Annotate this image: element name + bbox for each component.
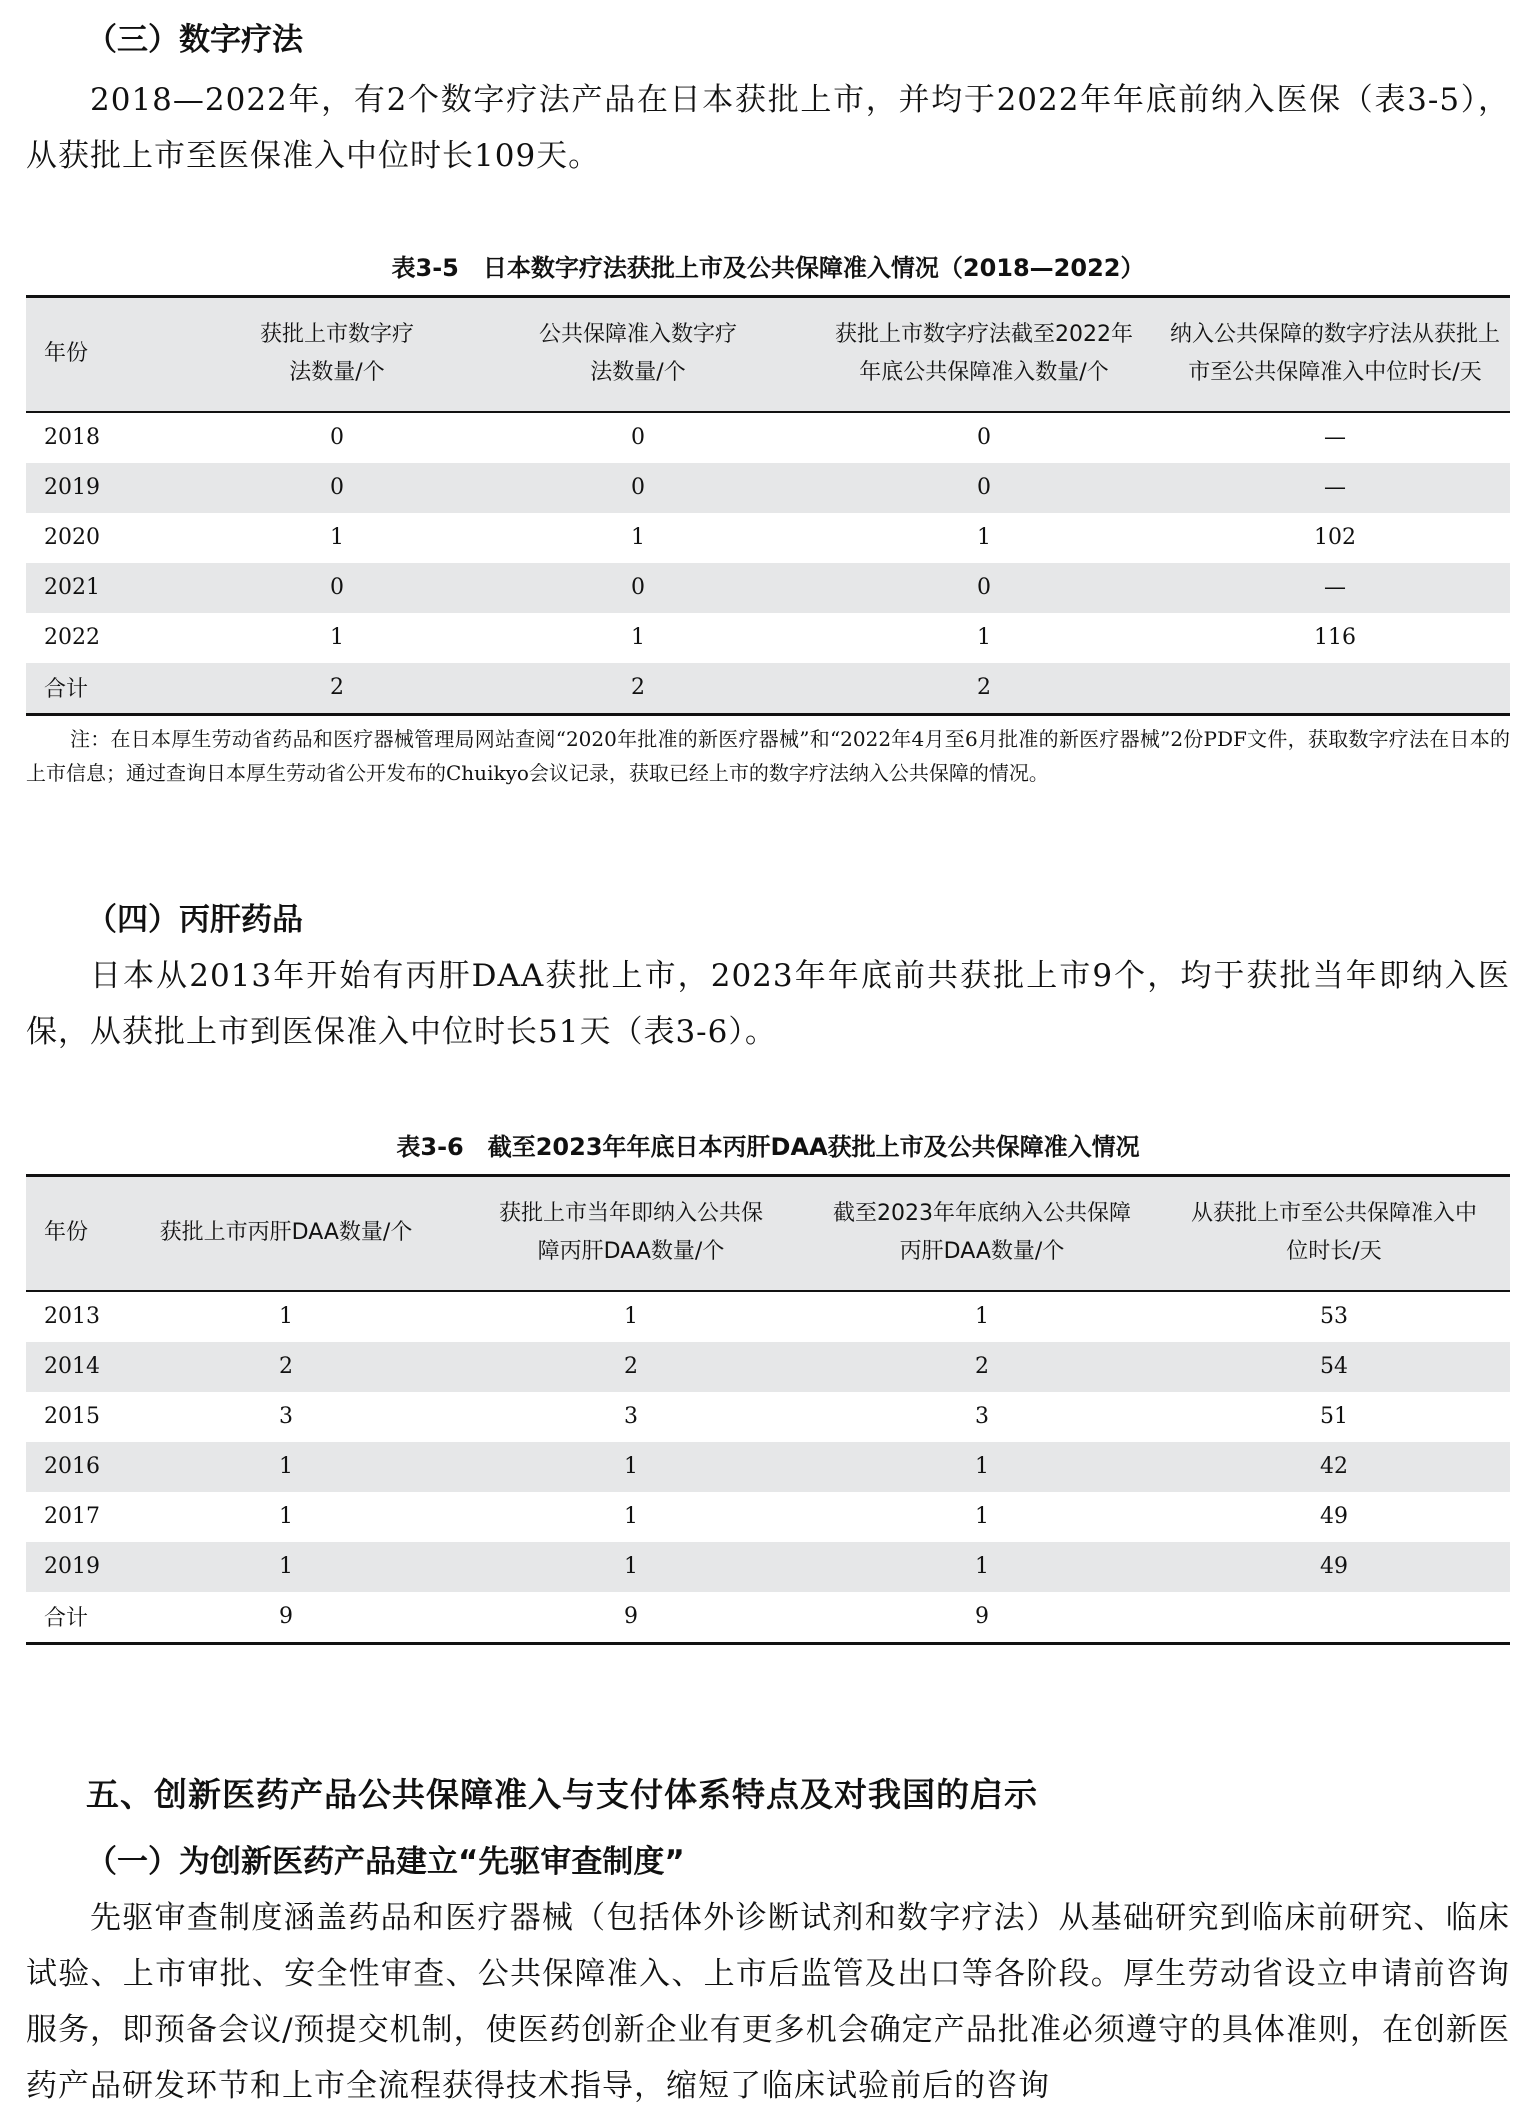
cell: 3 (975, 1404, 989, 1429)
cell-year: 2022 (44, 625, 100, 650)
header-year: 年份 (26, 297, 206, 412)
cell: 1 (806, 1542, 1158, 1592)
cell: — (1160, 463, 1510, 513)
cell: — (1160, 563, 1510, 613)
cell-year: 2021 (26, 563, 206, 613)
header-approved-daa: 获批上市丙肝DAA数量/个 (116, 1176, 456, 1291)
cell: 1 (975, 1504, 989, 1529)
table-row (26, 1442, 1510, 1492)
cell: 1 (279, 1504, 293, 1529)
cell: 42 (1158, 1442, 1510, 1492)
cell: 2 (206, 663, 468, 715)
cell: 1 (116, 1542, 456, 1592)
cell-year: 2018 (44, 425, 100, 450)
cell: 1 (456, 1442, 806, 1492)
cell: 116 (1314, 625, 1356, 650)
cell: 0 (468, 463, 808, 513)
table-row-total (26, 663, 1510, 715)
table-row (26, 1291, 1510, 1342)
table-row (26, 1342, 1510, 1392)
table-row (26, 463, 1510, 513)
cell: 1 (977, 525, 991, 550)
table-row (26, 563, 1510, 613)
cell: 1 (624, 1504, 638, 1529)
cell: 2 (806, 1342, 1158, 1392)
cell: 0 (206, 463, 468, 513)
cell: 1 (116, 1442, 456, 1492)
table-3-5-caption: 表3-5 日本数字疗法获批上市及公共保障准入情况（2018—2022） (391, 254, 1145, 282)
cell: 3 (624, 1404, 638, 1429)
paragraph-hepatitis-c: 日本从2013年开始有丙肝DAA获批上市，2023年年底前共获批上市9个，均于获批当年即纳入医保，从获批上市到医保准入中位时长51天（表3-6）。 (26, 958, 1510, 1050)
table-3-6 (26, 1174, 1510, 1645)
table-row (26, 1492, 1510, 1542)
table-row-total (26, 1592, 1510, 1644)
cell: 9 (975, 1604, 989, 1629)
cell: 1 (631, 525, 645, 550)
section-heading-five: 五、创新医药产品公共保障准入与支付体系特点及对我国的启示 (86, 1775, 1038, 1814)
cell: 2 (468, 663, 808, 715)
cell-year: 2019 (26, 463, 206, 513)
table-row (26, 513, 1510, 563)
cell: 3 (279, 1404, 293, 1429)
cell-year: 2014 (26, 1342, 116, 1392)
cell: 0 (631, 425, 645, 450)
cell: 1 (975, 1304, 989, 1329)
cell-year: 2015 (44, 1404, 100, 1429)
cell-year: 2013 (44, 1304, 100, 1329)
cell: — (1324, 425, 1346, 450)
header-covered-by-2022: 获批上市数字疗法截至2022年年底公共保障准入数量/个 (808, 297, 1160, 412)
cell: 1 (279, 1304, 293, 1329)
table-row (26, 412, 1510, 463)
table-3-6-caption: 表3-6 截至2023年年底日本丙肝DAA获批上市及公共保障准入情况 (396, 1133, 1140, 1161)
table-row (26, 1392, 1510, 1442)
cell: 102 (1314, 525, 1356, 550)
header-median-days: 纳入公共保障的数字疗法从获批上市至公共保障准入中位时长/天 (1160, 297, 1510, 412)
header-approved-count: 获批上市数字疗法数量/个 (206, 297, 468, 412)
cell-year: 2016 (26, 1442, 116, 1492)
cell-year: 2017 (44, 1504, 100, 1529)
cell: 2 (116, 1342, 456, 1392)
cell: 1 (330, 525, 344, 550)
header-median-days: 从获批上市至公共保障准入中位时长/天 (1158, 1176, 1510, 1291)
cell (1160, 663, 1510, 715)
cell: 1 (624, 1304, 638, 1329)
cell: 0 (808, 463, 1160, 513)
cell: 1 (631, 625, 645, 650)
cell: 9 (279, 1604, 293, 1629)
cell: 1 (456, 1542, 806, 1592)
cell: 0 (808, 563, 1160, 613)
paragraph-pioneer-review: 先驱审查制度涵盖药品和医疗器械（包括体外诊断试剂和数字疗法）从基础研究到临床前研究、临床试验、上市审批、安全性审查、公共保障准入、上市后监管及出口等各阶段。厚生劳动省设立申请前咨询服务，即预备会议/预提交机制，使医药创新企业有更多机会确定产品批准必须遵守的具体准则，在创新医药产品研发环节和上市全流程获得技术指导，缩短了临床试验前后的咨询 (26, 1900, 1510, 2104)
table-row (26, 613, 1510, 663)
header-covered-count: 公共保障准入数字疗法数量/个 (468, 297, 808, 412)
cell: 54 (1158, 1342, 1510, 1392)
cell: 2 (808, 663, 1160, 715)
cell: 9 (624, 1604, 638, 1629)
header-covered-by-2023: 截至2023年年底纳入公共保障丙肝DAA数量/个 (806, 1176, 1158, 1291)
table-3-5 (26, 295, 1510, 716)
cell-year: 2020 (44, 525, 100, 550)
cell: 0 (330, 425, 344, 450)
cell: 1 (330, 625, 344, 650)
paragraph-digital-therapy: 2018—2022年，有2个数字疗法产品在日本获批上市，并均于2022年年底前纳入医保（表3-5），从获批上市至医保准入中位时长109天。 (26, 82, 1510, 174)
cell: 1 (806, 1442, 1158, 1492)
cell-year: 2019 (26, 1542, 116, 1592)
sub-heading-pioneer-review: （一）为创新医药产品建立“先驱审查制度” (86, 1844, 685, 1880)
cell: 51 (1320, 1404, 1348, 1429)
table-3-5-note: 注：在日本厚生劳动省药品和医疗器械管理局网站查阅“2020年批准的新医疗器械”和“2022年4月至6月批准的新医疗器械”2份PDF文件，获取数字疗法在日本的上市信息；通过查询日本厚生劳动省公开发布的Chuikyo会议记录，获取已经上市的数字疗法纳入公共保障的情况。 (26, 727, 1510, 785)
cell: 1 (977, 625, 991, 650)
cell: 53 (1320, 1304, 1348, 1329)
cell: 49 (1320, 1504, 1348, 1529)
header-year: 年份 (26, 1176, 116, 1291)
table-row (26, 1542, 1510, 1592)
cell-year: 合计 (26, 663, 206, 715)
cell: 0 (206, 563, 468, 613)
header-covered-same-year: 获批上市当年即纳入公共保障丙肝DAA数量/个 (456, 1176, 806, 1291)
cell: 0 (468, 563, 808, 613)
cell (1158, 1592, 1510, 1644)
section-heading-hepatitis-c: （四）丙肝药品 (86, 902, 303, 938)
section-heading-digital-therapy: （三）数字疗法 (86, 22, 303, 58)
cell: 2 (456, 1342, 806, 1392)
cell-year: 合计 (44, 1606, 89, 1631)
cell: 0 (977, 425, 991, 450)
cell: 49 (1158, 1542, 1510, 1592)
